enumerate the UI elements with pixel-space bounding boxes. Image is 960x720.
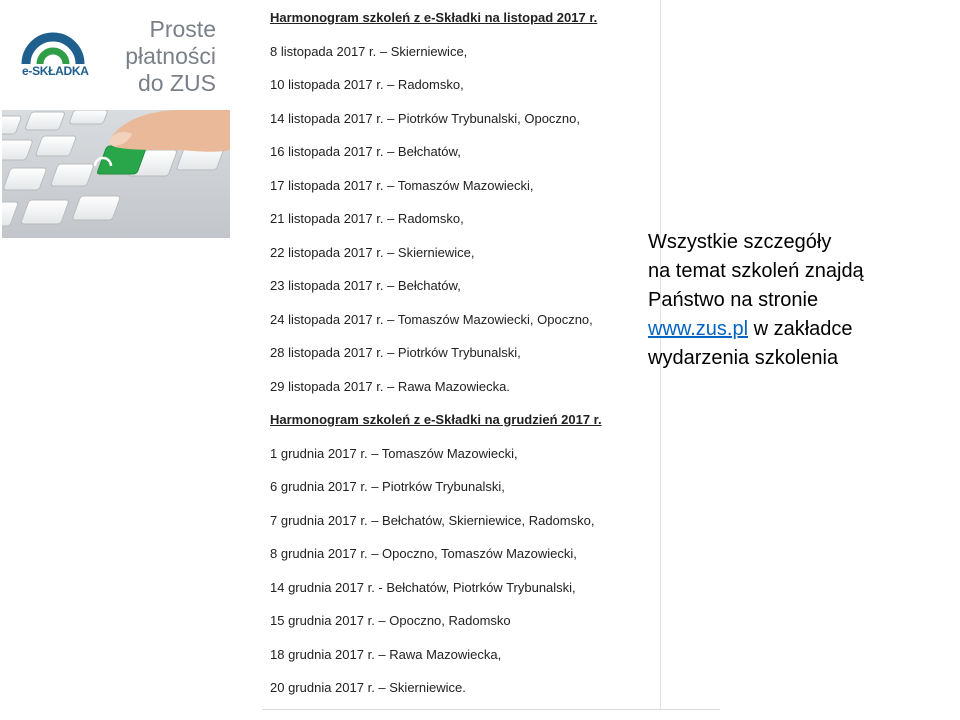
schedule-entry-december: 1 grudnia 2017 r. – Tomaszów Mazowiecki, [270,446,518,461]
info-line-2: na temat szkoleń znajdą [648,260,864,282]
schedule-entry-november: 24 listopada 2017 r. – Tomaszów Mazowiecki, Opoczno, [270,312,593,327]
banner-tagline [125,16,216,97]
schedule-entry-november: 10 listopada 2017 r. – Radomsko, [270,77,464,92]
banner-header [2,2,230,110]
schedule-bottom-border [262,709,720,710]
schedule-entry-december: 20 grudnia 2017 r. – Skierniewice. [270,680,466,695]
tagline-line-2: płatności [125,43,216,69]
schedule-heading-november: Harmonogram szkoleń z e-Składki na listopad 2017 r. [270,10,598,25]
schedule-entry-november: 17 listopada 2017 r. – Tomaszów Mazowiecki, [270,178,534,193]
schedule-entry-december: 14 grudnia 2017 r. - Bełchatów, Piotrków Trybunalski, [270,580,576,595]
tagline-line-3: do ZUS [138,70,216,96]
schedule-entry-november: 23 listopada 2017 r. – Bełchatów, [270,278,461,293]
info-line-4-text: w zakładce [748,318,853,340]
schedule-entry-december: 6 grudnia 2017 r. – Piotrków Trybunalski, [270,479,505,494]
info-text [648,228,948,373]
schedule-entry-november: 28 listopada 2017 r. – Piotrków Trybunalski, [270,345,521,360]
schedule-entry-november: 21 listopada 2017 r. – Radomsko, [270,211,464,226]
keyboard-illustration [2,110,230,238]
info-line-5: wydarzenia szkolenia [648,347,839,369]
info-line-3: Państwo na stronie [648,289,819,311]
schedule-entry-november: 22 listopada 2017 r. – Skierniewice, [270,245,475,260]
schedule-heading-december: Harmonogram szkoleń z e-Składki na grudzień 2017 r. [270,412,602,427]
schedule-entry-november: 29 listopada 2017 r. – Rawa Mazowiecka. [270,379,510,394]
info-line-1: Wszystkie szczegóły [648,231,832,253]
schedule-entry-december: 18 grudnia 2017 r. – Rawa Mazowiecka, [270,647,502,662]
schedule-entry-december: 8 grudnia 2017 r. – Opoczno, Tomaszów Mazowiecki, [270,546,577,561]
schedule-entry-december: 15 grudnia 2017 r. – Opoczno, Radomsko [270,613,511,628]
schedule-entry-november: 8 listopada 2017 r. – Skierniewice, [270,44,468,59]
tagline-line-1: Proste [149,16,216,42]
schedule-entry-december: 7 grudnia 2017 r. – Bełchatów, Skierniewice, Radomsko, [270,513,595,528]
schedule-entry-november: 16 listopada 2017 r. – Bełchatów, [270,144,461,159]
training-schedule [262,0,661,710]
logo-text: e-SKŁADKA [22,64,89,78]
eskladka-banner [2,2,230,238]
schedule-entry-november: 14 listopada 2017 r. – Piotrków Trybunalski, Opoczno, [270,111,581,126]
zus-website-link[interactable]: www.zus.pl [648,318,749,340]
info-line-4 [648,315,948,344]
